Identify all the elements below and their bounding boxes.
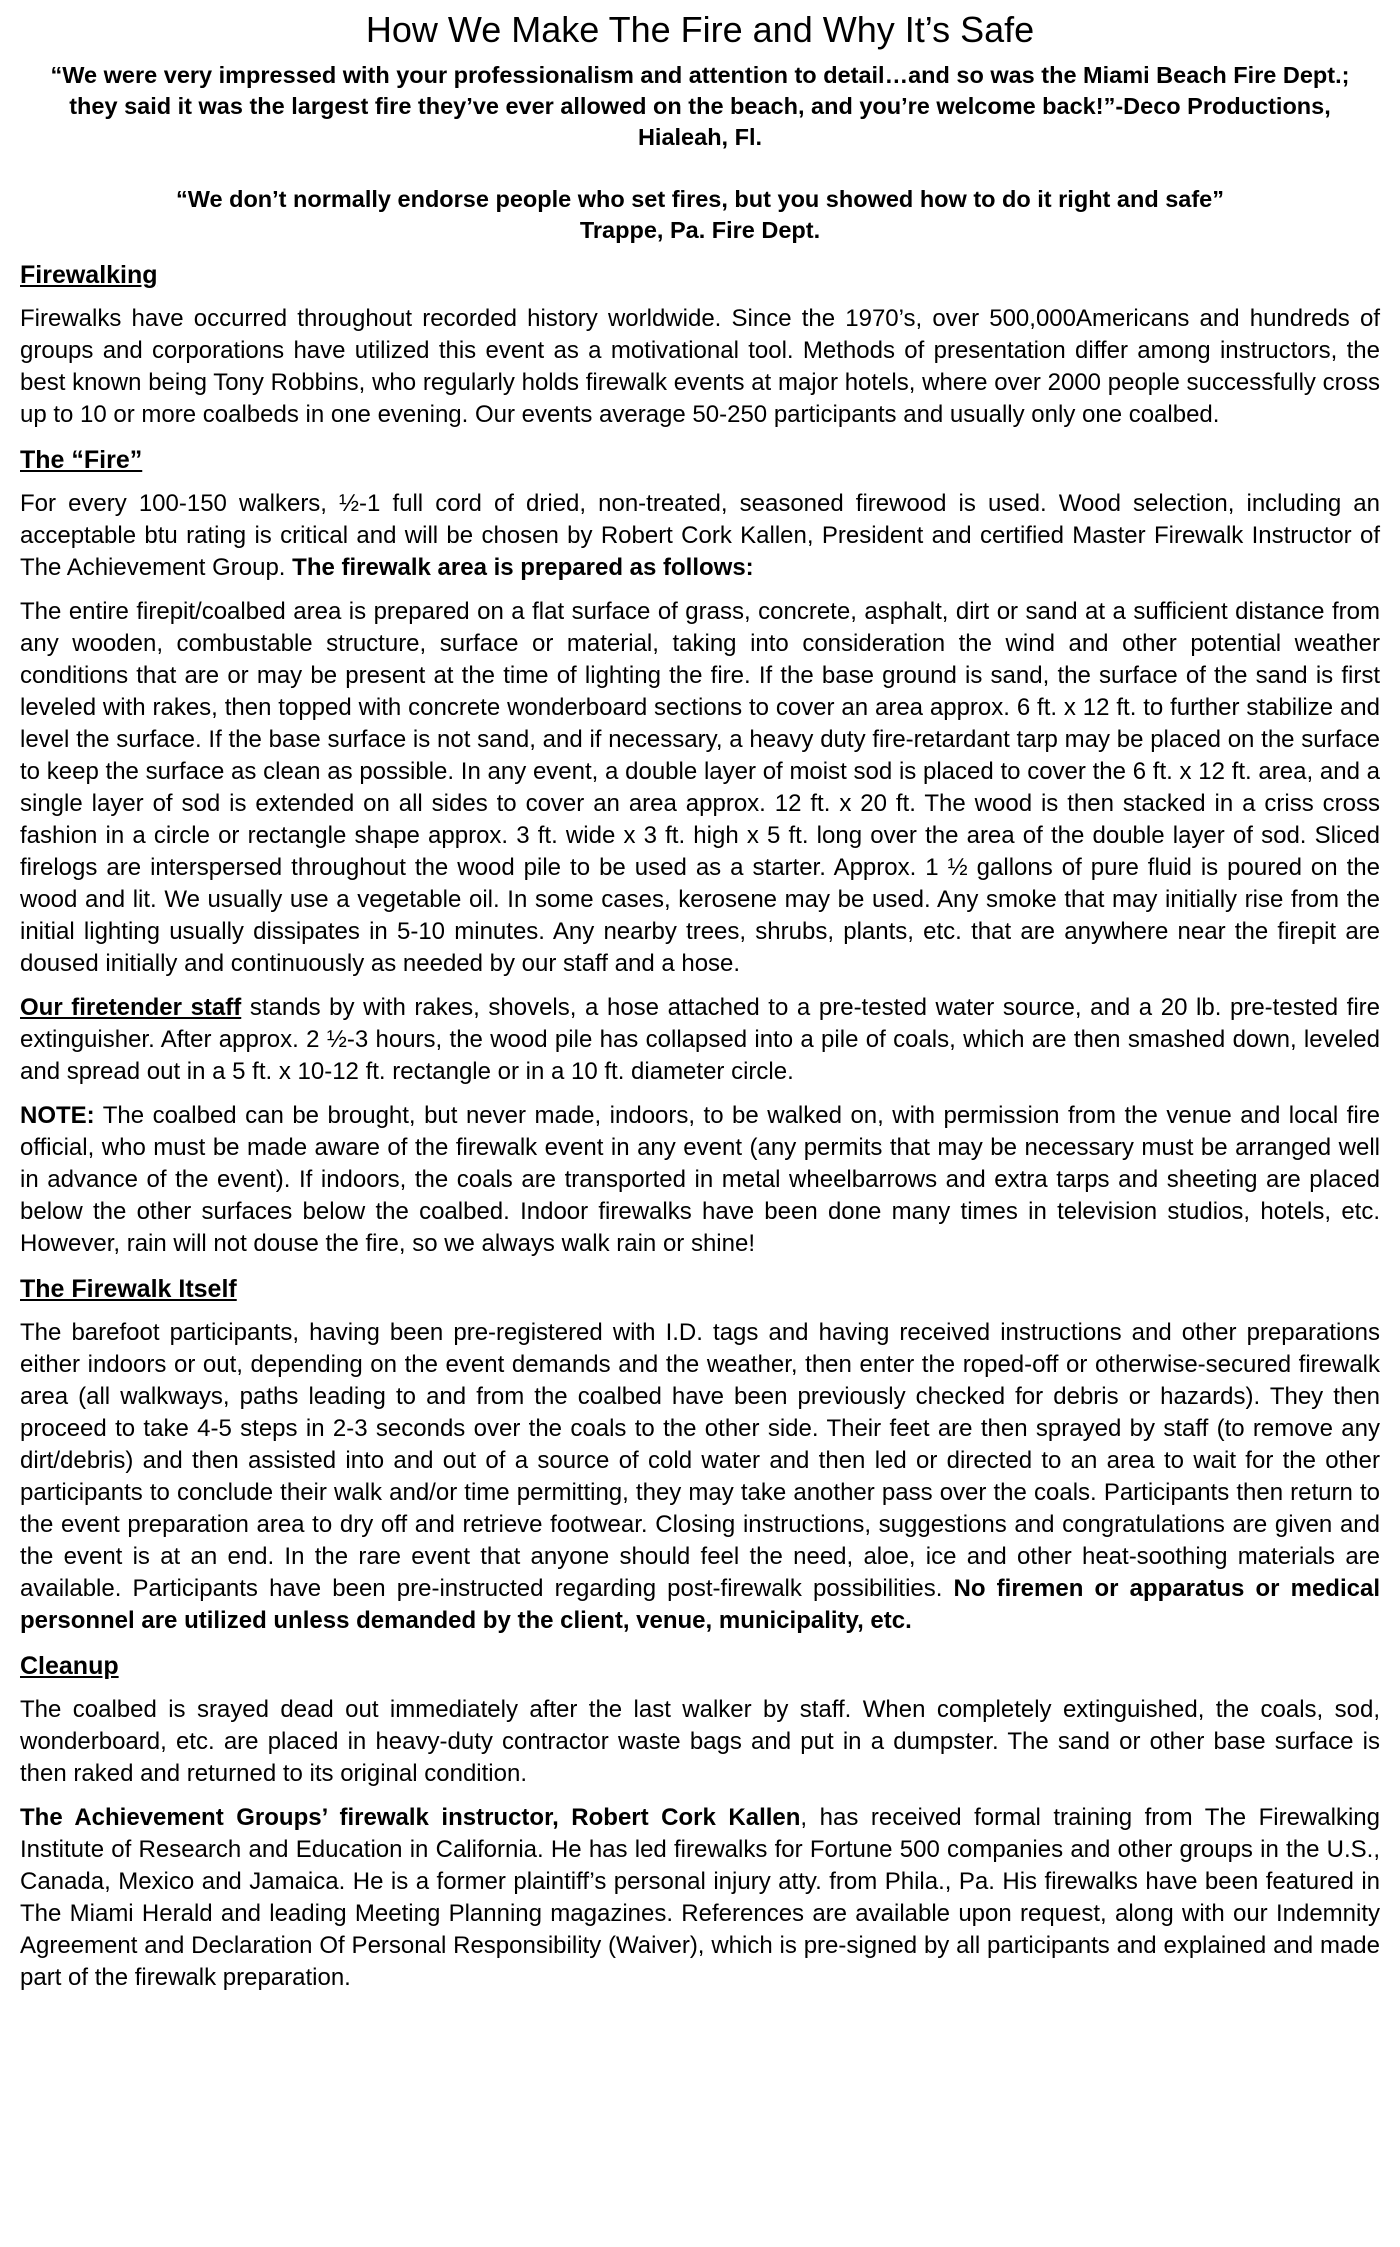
staff-text: stands by with rakes, shovels, a hose attached to a pre-tested water source, and a 20 lb. pre-tested fire extinguisher. After approx. 2 ½-3 hours, the wood pile has collapsed into a pile of coals, which are then smashed down, leveled and spread out in a 5 ft. x 10-12 ft. rectangle or in a 10 ft. diameter circle. [20,994,1380,1085]
instructor-lead: The Achievement Groups’ firewalk instructor, Robert Cork Kallen [20,1804,801,1831]
firewalk-itself-text: The barefoot participants, having been pre-registered with I.D. tags and having received instructions and other preparations either indoors or out, depending on the event demands and the weather, then enter the roped-off or otherwise-secured firewalk area (all walkways, paths leading to and from the coalbed have been previously checked for debris or hazards). They then proceed to take 4-5 steps in 2-3 seconds over the coals to the other side. Their feet are then sprayed by staff (to remove any dirt/debris) and then assisted into and out of a source of cold water and then led or directed to an area to wait for the other participants to conclude their walk and/or time permitting, they may take another pass over the coals. Participants then return to the event preparation area to dry off and retrieve footwear. Closing instructions, suggestions and congratulations are given and the event is at an end. In the rare event that anyone should feel the need, aloe, ice and other heat-soothing materials are available. Participants have been pre-instructed regarding post-firewalk possibilities. [20,1319,1380,1602]
instructor-text: , has received formal training from The Firewalking Institute of Research and Education in California. He has led firewalks for Fortune 500 companies and other groups in the U.S., Canada, Mexico and Jamaica. He is a former plaintiff’s personal injury atty. from Phila., Pa. His firewalks have been featured in The Miami Herald and leading Meeting Planning magazines. References are available upon request, along with our Indemnity Agreement and Declaration Of Personal Responsibility (Waiver), which is pre-signed by all participants and explained and made part of the firewalk preparation. [20,1804,1380,1991]
section-firewalking [20,246,1380,431]
firewalk-itself-paragraph [20,1317,1380,1637]
testimonial-quote: “We were very impressed with your professionalism and attention to detail…and so was the Miami Beach Fire Dept.; they said it was the largest fire they’ve ever allowed on the beach, and you’re welcome back!”-Deco Productions, Hialeah, Fl. [50,62,1350,150]
testimonial-trappe-fire-dept [44,184,1356,246]
cleanup-paragraph: The coalbed is srayed dead out immediately after the last walker by staff. When completely extinguished, the coals, sod, wonderboard, etc. are placed in heavy-duty contractor waste bags and put in a dumpster. The sand or other base surface is then raked and returned to its original condition. [20,1696,1380,1787]
fire-paragraph [20,488,1380,584]
section-heading-firewalking: Firewalking [20,261,158,289]
staff-paragraph [20,992,1380,1088]
fire-text: For every 100-150 walkers, ½-1 full cord of dried, non-treated, seasoned firewood is used. Wood selection, including an acceptable btu rating is critical and will be chosen by Robert Cork Kallen, President and certified Master Firewalk Instructor of The Achievement Group. [20,490,1380,581]
section-heading-cleanup: Cleanup [20,1652,119,1680]
section-cleanup [20,1637,1380,1994]
section-heading-fire: The “Fire” [20,446,143,474]
instructor-paragraph [20,1802,1380,1994]
testimonial-quote: “We don’t normally endorse people who set fires, but you showed how to do it right and safe” [175,186,1224,212]
testimonial-source: Trappe, Pa. Fire Dept. [579,217,821,243]
preparation-paragraph: The entire firepit/coalbed area is prepared on a flat surface of grass, concrete, asphalt, dirt or sand at a sufficient distance from any wooden, combustable structure, surface or material, taking into consideration the wind and other potential weather conditions that are or may be present at the time of lighting the fire. If the base ground is sand, the surface of the sand is first leveled with rakes, then topped with concrete wonderboard sections to cover an area approx. 6 ft. x 12 ft. to further stabilize and level the surface. If the base surface is not sand, and if necessary, a heavy duty fire-retardant tarp may be placed on the surface to keep the surface as clean as possible. In any event, a double layer of moist sod is placed to cover the 6 ft. x 12 ft. area, and a single layer of sod is extended on all sides to cover an area approx. 12 ft. x 20 ft. The wood is then stacked in a criss cross fashion in a circle or rectangle shape approx. 3 ft. wide x 3 ft. high x 5 ft. long over the area of the double layer of sod. Sliced firelogs are interspersed throughout the wood pile to be used as a starter. Approx. 1 ½ gallons of pure fluid is poured on the wood and lit. We usually use a vegetable oil. In some cases, kerosene may be used. Any smoke that may initially rise from the initial lighting usually dissipates in 5-10 minutes. Any nearby trees, shrubs, plants, etc. that are anywhere near the firepit are doused initially and continuously as needed by our staff and a hose. [20,598,1380,977]
fire-text-bold: The firewalk area is prepared as follows: [292,554,754,581]
note-text: The coalbed can be brought, but never made, indoors, to be walked on, with permission from the venue and local fire official, who must be made aware of the firewalk event in any event (any permits that may be necessary must be arranged well in advance of the event). If indoors, the coals are transported in metal wheelbarrows and extra tarps and sheeting are placed below the other surfaces below the coalbed. Indoor firewalks have been done many times in television studios, hotels, etc. However, rain will not douse the fire, so we always walk rain or shine! [20,1102,1380,1257]
testimonial-deco-productions [44,60,1356,153]
firewalking-paragraph: Firewalks have occurred throughout recorded history worldwide. Since the 1970’s, over 500,000Americans and hundreds of groups and corporations have utilized this event as a motivational tool. Methods of presentation differ among instructors, the best known being Tony Robbins, who regularly holds firewalk events at major hotels, where over 2000 people successfully cross up to 10 or more coalbeds in one evening. Our events average 50-250 participants and usually only one coalbed. [20,305,1380,428]
page-title: How We Make The Fire and Why It’s Safe [365,9,1035,50]
firewalk-itself-text-bold: No firemen or apparatus or medical personnel are utilized unless demanded by the client, venue, municipality, etc. [20,1575,1380,1634]
section-fire [20,431,1380,1260]
staff-lead: Our firetender staff [20,994,242,1021]
note-label: NOTE: [20,1102,95,1129]
section-firewalk-itself [20,1260,1380,1637]
section-heading-firewalk-itself: The Firewalk Itself [20,1275,237,1303]
note-paragraph [20,1100,1380,1260]
